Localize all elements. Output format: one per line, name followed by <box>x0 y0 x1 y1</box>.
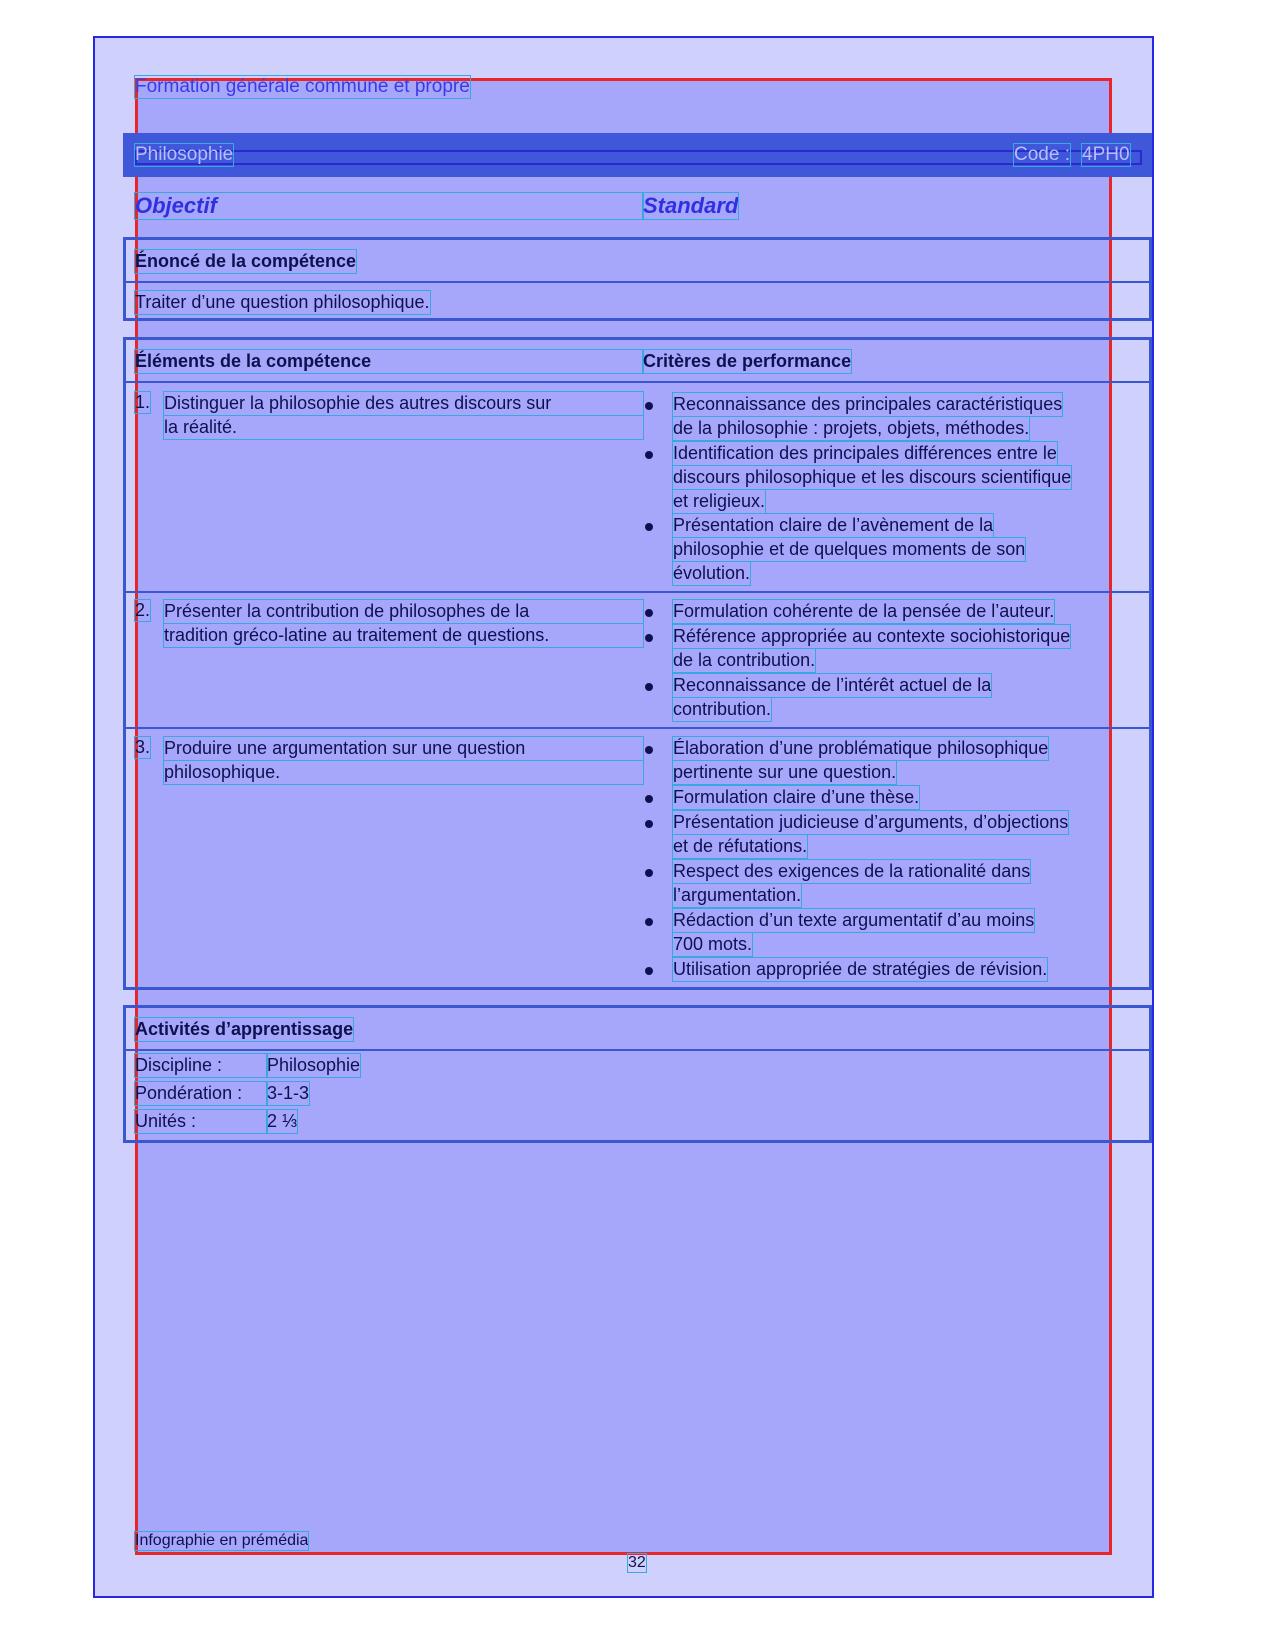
objectif-heading: Objectif <box>135 193 643 219</box>
activites-divider <box>123 1049 1152 1051</box>
bullet-3-2 <box>645 795 653 803</box>
row3-criterion3-line2: et de réfutations. <box>673 836 808 856</box>
bullet-2-2 <box>645 634 653 642</box>
row2-criterion3-line2: contribution. <box>673 699 772 719</box>
row3-element-line2: philosophique. <box>164 761 643 784</box>
section-title: Formation générale commune et propre <box>135 76 470 97</box>
ponderation-label: Pondération : <box>135 1082 267 1105</box>
row3-criterion5-line1: Rédaction d’un texte argumentatif d’au moins <box>673 910 1035 930</box>
row1-criterion2-line1: Identification des principales différences entre le <box>673 443 1057 463</box>
banner-underline <box>135 150 1142 165</box>
row1-criterion3-line1: Présentation claire de l’avènement de la <box>673 515 994 535</box>
row1-number: 1. <box>135 392 151 412</box>
discipline-label: Discipline : <box>135 1054 267 1077</box>
elements-col1-title: Éléments de la compétence <box>135 350 643 373</box>
bullet-1-2 <box>645 451 653 459</box>
row1-criterion2-line3: et religieux. <box>673 491 766 511</box>
row1-criterion1-line2: de la philosophie : projets, objets, méthodes. <box>673 418 1030 438</box>
row1-criterion3-line2: philosophie et de quelques moments de son <box>673 539 1026 559</box>
discipline-value: Philosophie <box>267 1055 361 1075</box>
bullet-1-1 <box>645 402 653 410</box>
row1-criterion3-line3: évolution. <box>673 563 751 583</box>
row1-element-line1: Distinguer la philosophie des autres discours sur <box>164 392 643 415</box>
row2-element-line1: Présenter la contribution de philosophes de la <box>164 600 643 623</box>
elements-row2-divider <box>123 727 1152 729</box>
bullet-2-3 <box>645 683 653 691</box>
activites-title: Activités d’apprentissage <box>135 1019 354 1039</box>
row3-number: 3. <box>135 737 151 757</box>
elements-row1-divider <box>123 591 1152 593</box>
row3-criterion4-line2: l’argumentation. <box>673 885 802 905</box>
row2-criterion2-line2: de la contribution. <box>673 650 816 670</box>
row3-criterion6-line1: Utilisation appropriée de stratégies de révision. <box>673 959 1048 979</box>
row2-criterion3-line1: Reconnaissance de l’intérêt actuel de la <box>673 675 992 695</box>
row1-criterion1-line1: Reconnaissance des principales caractéristiques <box>673 394 1063 414</box>
footer-program: Infographie en prémédia <box>135 1532 309 1549</box>
row2-criterion1-line1: Formulation cohérente de la pensée de l’auteur. <box>673 601 1055 621</box>
row3-criterion3-line1: Présentation judicieuse d’arguments, d’objections <box>673 812 1069 832</box>
elements-col2-title: Critères de performance <box>643 351 852 371</box>
bullet-3-5 <box>645 918 653 926</box>
row3-criterion2-line1: Formulation claire d’une thèse. <box>673 787 920 807</box>
row2-number: 2. <box>135 600 151 620</box>
enonce-title: Énoncé de la compétence <box>135 251 357 271</box>
row1-criterion2-line2: discours philosophique et les discours scientifique <box>673 467 1072 487</box>
enonce-text: Traiter d’une question philosophique. <box>135 292 430 312</box>
row2-criterion2-line1: Référence appropriée au contexte sociohistorique <box>673 626 1071 646</box>
bullet-1-3 <box>645 523 653 531</box>
bullet-3-3 <box>645 820 653 828</box>
row3-element-line1: Produire une argumentation sur une question <box>164 737 643 760</box>
row3-criterion1-line2: pertinente sur une question. <box>673 762 897 782</box>
banner-code-value: 4PH0 <box>1082 144 1130 165</box>
bullet-3-4 <box>645 869 653 877</box>
unites-value: 2 ⅓ <box>267 1111 298 1131</box>
elements-header-divider <box>123 381 1152 383</box>
enonce-divider <box>123 281 1152 283</box>
bullet-3-1 <box>645 746 653 754</box>
standard-heading: Standard <box>643 193 739 218</box>
row2-element-line2: tradition gréco-latine au traitement de questions. <box>164 624 643 647</box>
row3-criterion4-line1: Respect des exigences de la rationalité dans <box>673 861 1031 881</box>
banner-code-label: Code : <box>1014 144 1070 165</box>
page-number: 32 <box>628 1554 646 1571</box>
ponderation-value: 3-1-3 <box>267 1083 310 1103</box>
unites-label: Unités : <box>135 1110 267 1133</box>
row3-criterion1-line1: Élaboration d’une problématique philosophique <box>673 738 1049 758</box>
bullet-3-6 <box>645 967 653 975</box>
row1-element-line2: la réalité. <box>164 416 643 439</box>
row3-criterion5-line2: 700 mots. <box>673 934 753 954</box>
banner-subject: Philosophie <box>135 144 234 165</box>
bullet-2-1 <box>645 609 653 617</box>
